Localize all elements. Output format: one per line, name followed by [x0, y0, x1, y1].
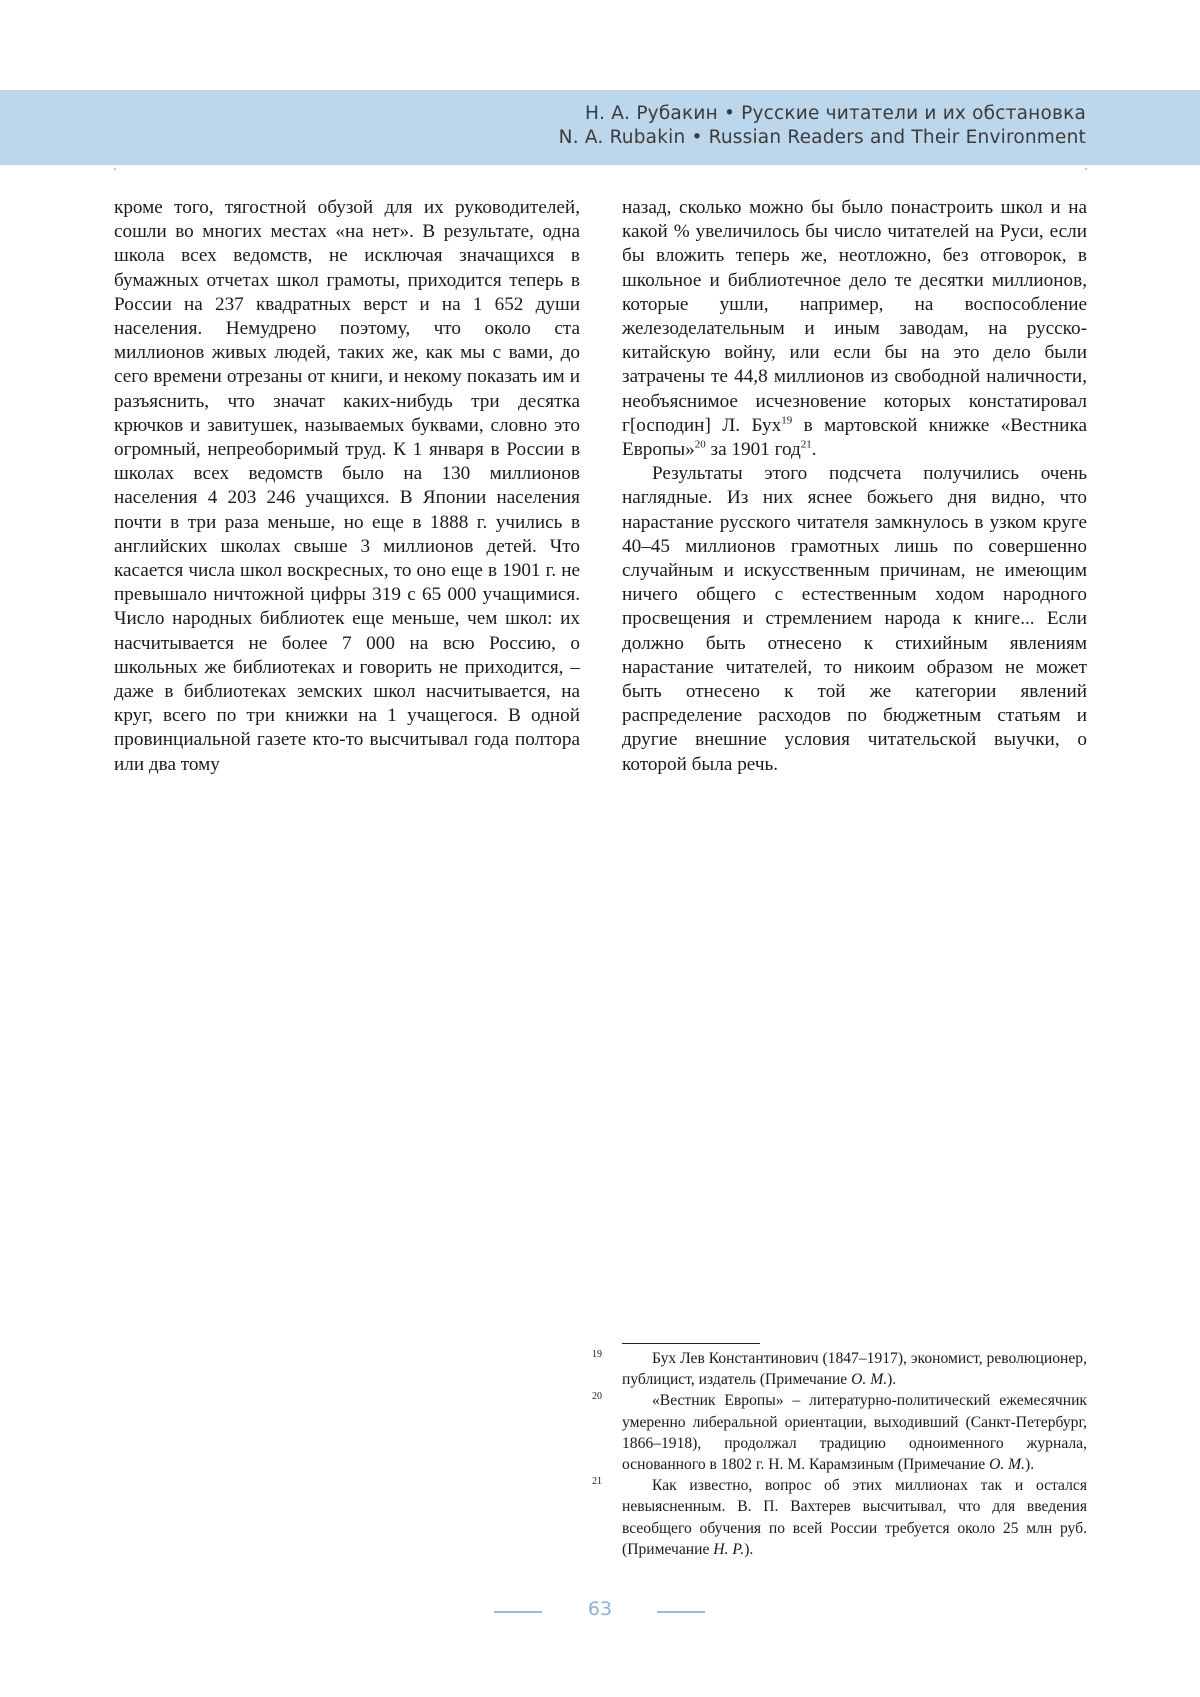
footnote-text: ).	[744, 1540, 754, 1558]
footnote-initials: О. М.	[851, 1371, 888, 1389]
page-number-rule-left	[494, 1611, 542, 1613]
running-header-english: N. A. Rubakin • Russian Readers and Their Environment	[558, 127, 1086, 148]
page-number: 63	[587, 1598, 613, 1620]
footnote-number: 19	[592, 1349, 602, 1360]
page-number-rule-right	[657, 1611, 705, 1613]
footnote-text: «Вестник Европы» – литературно-политический ежемесячник умеренно либеральной ориентации, выходивший (Санкт-Петербург, 1866–1918), продолжал традицию одноименного журнала, основанного в 1802 г. Н. М. Карамзиным (Примечание	[622, 1392, 1087, 1474]
body-column-right	[622, 196, 1087, 777]
body-paragraph: Результаты этого подсчета получились очень наглядные. Из них яснее божьего дня видно, что нарастание русского читателя замкнулось в узком круге 40–45 миллионов грамотных лишь по совершенно случайным и искусственным причинам, не имеющим ничего общего с естественным ходом народного просвещения и стремлением народа к книге... Если должно быть отнесено к стихийным явлениям нарастание читателей, то никоим образом не может быть отнесено к той же категории явлений распределение расходов по бюджетным статьям и другие внешние условия читательской выучки, о которой была речь.	[622, 463, 1087, 775]
footnote-ref-20[interactable]: 20	[694, 438, 706, 451]
body-paragraph-continued	[622, 196, 1087, 462]
paragraph-text: назад, сколько можно бы было понастроить школ и на какой % увеличилось бы число читателей на Руси, если бы вложить теперь же, неотложно, без отговорок, в школьное и библиотечное дело те десятки миллионов, которые ушли, например, на воспособление железоделательным и иным заводам, на русско-китайскую войну, или если бы на это дело были затрачены те 44,8 миллионов из свободной наличности, необъяснимое исчезновение которых констатировал г[осподин] Л. Бух	[622, 197, 1087, 436]
footnote-text: ).	[887, 1371, 897, 1389]
footnote-separator	[622, 1343, 760, 1344]
crop-mark-left	[114, 168, 116, 170]
footnote-20	[592, 1390, 1087, 1475]
page-footer	[0, 1598, 1200, 1628]
footnote-21	[592, 1475, 1087, 1560]
paragraph-text: за 1901 год	[705, 439, 801, 461]
footnote-number: 21	[592, 1476, 602, 1488]
footnote-text: ).	[1025, 1456, 1035, 1474]
running-header-russian: Н. А. Рубакин • Русские читатели и их обстановка	[585, 103, 1086, 124]
footnotes-block	[592, 1348, 1087, 1560]
footnote-initials: О. М.	[989, 1456, 1026, 1474]
footnote-number: 20	[592, 1391, 602, 1403]
paragraph-text: в мартовской книжке «Вестника Европы»	[622, 414, 1087, 461]
body-paragraph: кроме того, тягостной обузой для их руководителей, сошли во многих местах «на нет». В результате, одна школа всех ведомств, не исключая значащихся в бумажных отчетах школ грамоты, приходится теперь в России на 237 квадратных верст и на 1 652 души населения. Немудрено поэтому, что около ста миллионов живых людей, таких же, как мы с вами, до сего времени отрезаны от книги, и некому показать им и разъяснить, что значат каких-нибудь три десятка крючков и завитушек, называемых буквами, словно это огромный, непреоборимый труд. К 1 января в России в школах всех ведомств было на 130 миллионов населения 4 203 246 учащихся. В Японии населения почти в три раза меньше, но еще в 1888 г. учились в английских школах свыше 3 миллионов детей. Что касается числа школ воскресных, то оно еще в 1901 г. не превышало ничтожной цифры 319 с 65 000 учащимися. Число народных библиотек еще меньше, чем школ: их насчитывается не более 7 000 на всю Россию, о школьных же библиотеках и говорить не приходится, – даже в библиотеках земских школ насчитывается, на круг, всего по три книжки на 1 учащегося. В одной провинциальной газете кто-то высчитывал года полтора или два тому	[114, 197, 580, 775]
footnote-text: Бух Лев Константинович (1847–1917), экономист, революционер, публицист, издатель (Примечание	[622, 1350, 1087, 1389]
footnote-text: Как известно, вопрос об этих миллионах так и остался невыясненным. В. П. Вахтерев высчитывал, что для введения всеобщего обучения по всей России требуется около 25 млн руб. (Примечание	[622, 1477, 1087, 1558]
footnote-ref-19[interactable]: 19	[781, 414, 793, 427]
footnote-19	[592, 1348, 1087, 1390]
footnote-ref-21[interactable]: 21	[800, 438, 812, 451]
body-column-left	[114, 196, 580, 777]
crop-mark-right	[1085, 168, 1087, 170]
footnote-initials: Н. Р.	[713, 1540, 745, 1558]
paragraph-text: .	[811, 439, 817, 461]
